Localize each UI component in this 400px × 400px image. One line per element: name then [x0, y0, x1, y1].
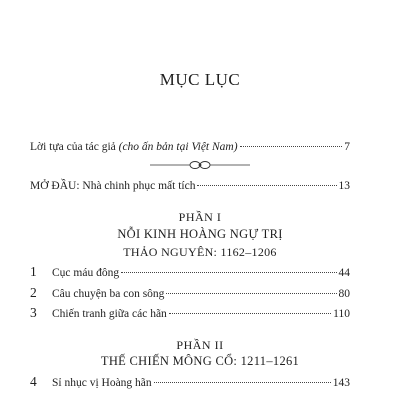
entry-text: Chiến tranh giữa các hãn	[52, 308, 167, 320]
ornament-divider	[150, 159, 250, 171]
toc-entry-chapter-4[interactable]	[30, 374, 350, 390]
leader-dots	[197, 185, 336, 186]
entry-text: Sỉ nhục vị Hoàng hãn	[52, 377, 152, 389]
part1-title: NỖI KINH HOÀNG NGỰ TRỊ	[117, 227, 283, 241]
page-number: 110	[333, 308, 350, 320]
page-number: 143	[332, 377, 350, 389]
leader-dots	[166, 293, 336, 294]
toc-entry-preface[interactable]	[30, 141, 350, 153]
entry-text: MỞ ĐẦU: Nhà chinh phục mất tích	[30, 180, 196, 192]
part2-label: PHẦN II	[176, 338, 224, 352]
page-number: 44	[338, 267, 350, 279]
chapter-number: 3	[30, 305, 37, 320]
leader-dots	[154, 382, 331, 383]
leader-dots	[121, 272, 336, 273]
part1-subtitle: THẢO NGUYÊN: 1162–1206	[123, 245, 277, 259]
page-number: 80	[338, 288, 350, 300]
toc-entry-chapter-2[interactable]	[30, 285, 350, 301]
leader-dots	[169, 313, 331, 314]
entry-text: Câu chuyện ba con sông	[52, 288, 165, 300]
part1-label: PHẦN I	[178, 210, 222, 224]
leader-dots	[240, 146, 343, 147]
chapter-number: 2	[30, 285, 37, 300]
toc-entry-intro[interactable]	[30, 180, 350, 192]
part2-title: THẾ CHIẾN MÔNG CỔ: 1211–1261	[100, 354, 300, 368]
page-number: 13	[338, 180, 350, 192]
page-title: MỤC LỤC	[159, 70, 241, 89]
entry-text: Lời tựa của tác giả (cho ấn bản tại Việt Nam)	[30, 141, 238, 153]
chapter-number: 4	[30, 374, 37, 389]
chapter-number: 1	[30, 264, 37, 279]
toc-entry-chapter-3[interactable]	[30, 305, 350, 321]
page-number: 7	[344, 141, 350, 153]
entry-text: Cục máu đông	[52, 267, 120, 279]
toc-entry-chapter-1[interactable]	[30, 264, 350, 280]
